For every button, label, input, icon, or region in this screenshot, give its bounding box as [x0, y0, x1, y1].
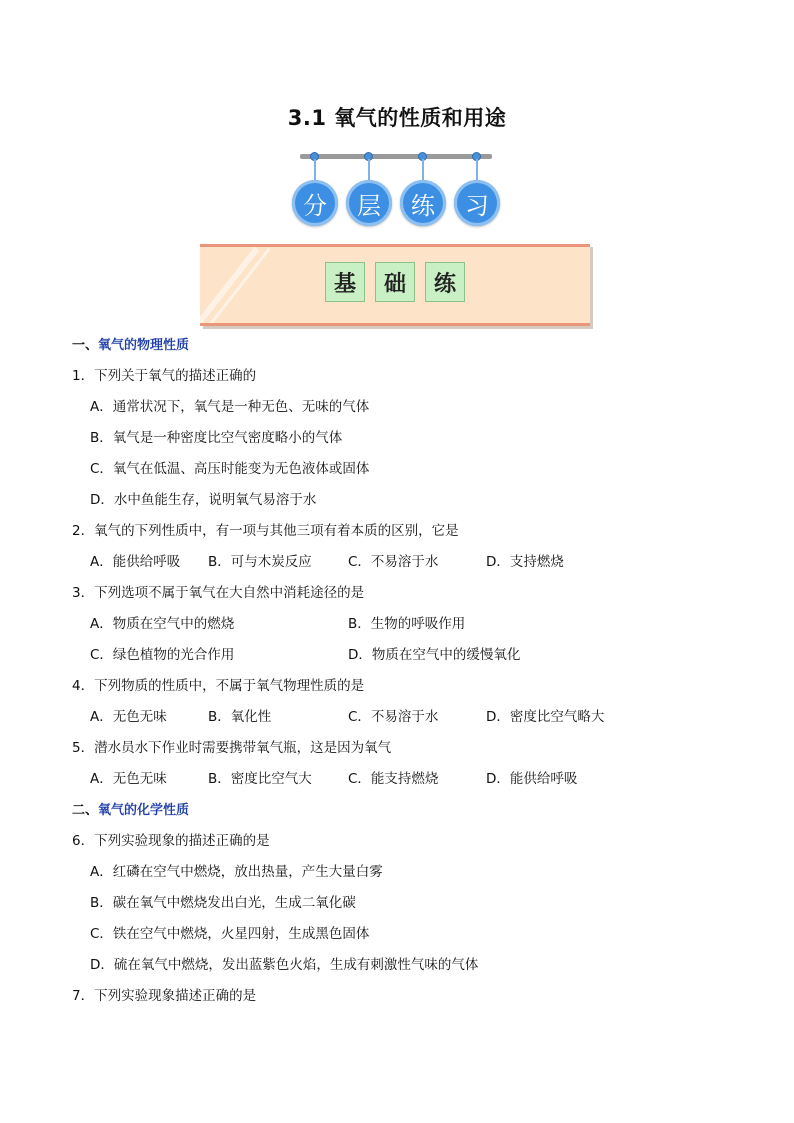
rail-stem: [314, 159, 316, 181]
option: B．氧化性: [208, 709, 272, 725]
option-row: [72, 764, 722, 795]
banner-cells: [200, 262, 590, 302]
question-stem: 6．下列实验现象的描述正确的是: [72, 833, 270, 849]
badge-fen: 分: [292, 180, 338, 226]
question-stem: 2．氧气的下列性质中，有一项与其他三项有着本质的区别，它是: [72, 523, 459, 539]
section-heading: [72, 795, 722, 826]
option: D．水中鱼能生存，说明氧气易溶于水: [90, 492, 317, 508]
question-stem: 4．下列物质的性质中，不属于氧气物理性质的是: [72, 678, 365, 694]
question-stem: 3．下列选项不属于氧气在大自然中消耗途径的是: [72, 585, 365, 601]
option: D．物质在空气中的缓慢氧化: [348, 647, 521, 663]
option: B．可与木炭反应: [208, 554, 312, 570]
level-banner: [200, 244, 590, 326]
option: A．物质在空气中的燃烧: [90, 616, 235, 632]
option: A．能供给呼吸: [90, 554, 181, 570]
badge-lian: 练: [400, 180, 446, 226]
option-row: [72, 547, 722, 578]
section-label: 氧气的物理性质: [98, 338, 190, 353]
worksheet-content: [72, 330, 722, 1012]
option: C．铁在空气中燃烧，火星四射，生成黑色固体: [90, 926, 370, 942]
section-number: 二、: [72, 803, 99, 818]
option: C．不易溶于水: [348, 554, 439, 570]
section-heading: [72, 330, 722, 361]
question-stem: 7．下列实验现象描述正确的是: [72, 988, 257, 1004]
option: B．氧气是一种密度比空气密度略小的气体: [90, 430, 343, 446]
option: D．支持燃烧: [486, 554, 564, 570]
section-number: 一、: [72, 338, 99, 353]
option-row: [72, 702, 722, 733]
rail-stem: [422, 159, 424, 181]
option: C．绿色植物的光合作用: [90, 647, 235, 663]
banner-char: 础: [375, 262, 415, 302]
option: B．生物的呼吸作用: [348, 616, 466, 632]
option: B．碳在氧气中燃烧发出白光，生成二氧化碳: [90, 895, 356, 911]
badge-ceng: 层: [346, 180, 392, 226]
option-row: [72, 640, 722, 671]
badge-xi: 习: [454, 180, 500, 226]
page-title: 3.1 氧气的性质和用途: [287, 106, 507, 130]
option: A．无色无味: [90, 709, 167, 725]
option: C．氧气在低温、高压时能变为无色液体或固体: [90, 461, 370, 477]
rail-stem: [368, 159, 370, 181]
decor-rail: [300, 154, 492, 159]
option: D．能供给呼吸: [486, 771, 578, 787]
banner-char: 练: [425, 262, 465, 302]
option: B．密度比空气大: [208, 771, 312, 787]
option: D．硫在氧气中燃烧，发出蓝紫色火焰，生成有刺激性气味的气体: [90, 957, 479, 973]
option: C．不易溶于水: [348, 709, 439, 725]
option-row: [72, 609, 722, 640]
option: A．红磷在空气中燃烧，放出热量，产生大量白雾: [90, 864, 383, 880]
option: C．能支持燃烧: [348, 771, 439, 787]
option: D．密度比空气略大: [486, 709, 605, 725]
rail-stem: [476, 159, 478, 181]
option: A．无色无味: [90, 771, 167, 787]
banner-char: 基: [325, 262, 365, 302]
question-stem: 1．下列关于氧气的描述正确的: [72, 368, 257, 384]
section-label: 氧气的化学性质: [98, 803, 190, 818]
option: A．通常状况下，氧气是一种无色、无味的气体: [90, 399, 370, 415]
question-stem: 5．潜水员水下作业时需要携带氧气瓶，这是因为氧气: [72, 740, 392, 756]
